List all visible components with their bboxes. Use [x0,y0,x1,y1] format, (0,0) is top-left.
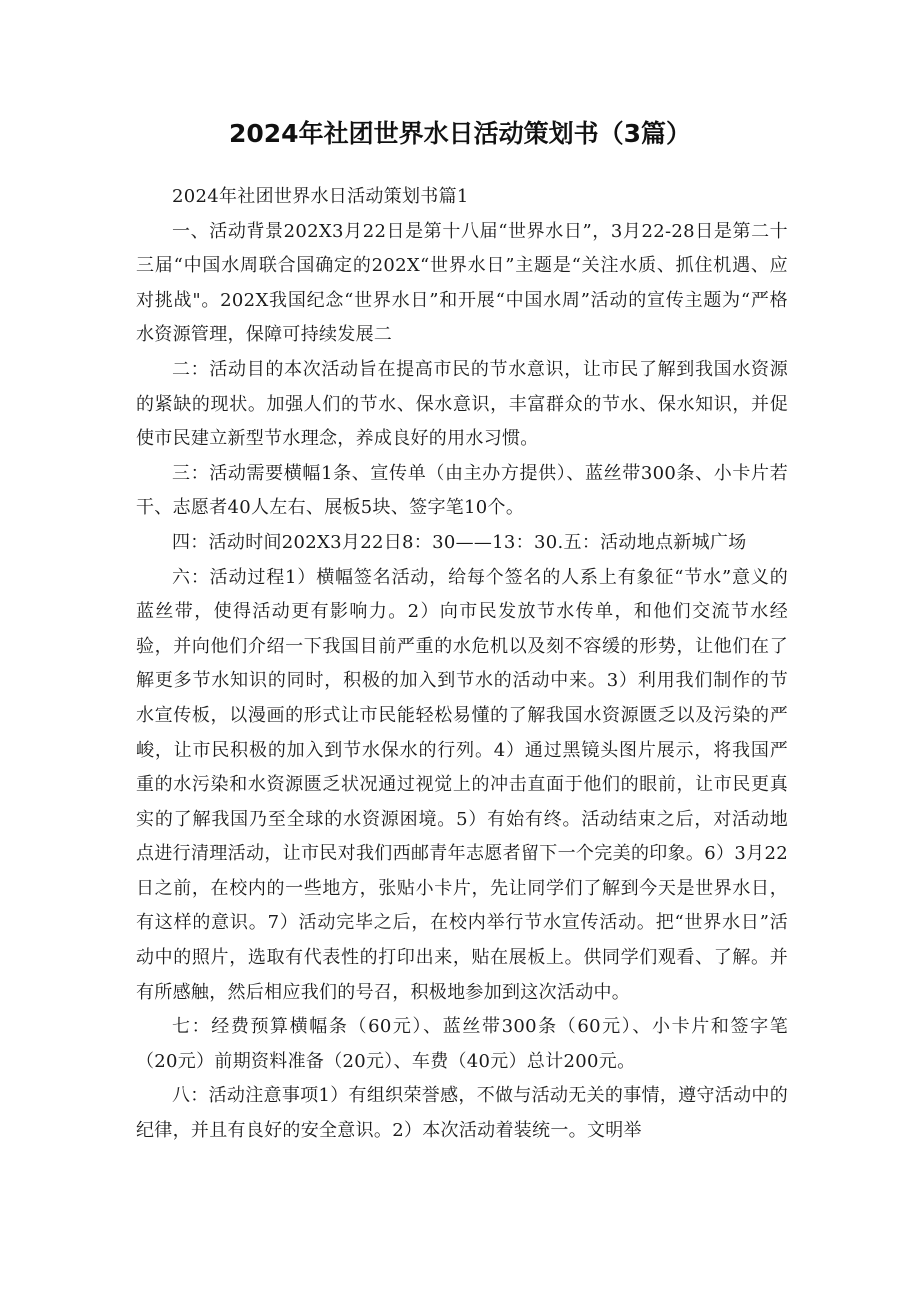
paragraph-purpose: 二：活动目的本次活动旨在提高市民的节水意识，让市民了解到我国水资源的紧缺的现状。加强人们的节水、保水意识，丰富群众的节水、保水知识，并促使市民建立新型节水理念，养成良好的用水习惯。 [136,358,788,450]
paragraph-time-location: 四：活动时间202X3月22日8：30——13：30.五：活动地点新城广场 [172,531,747,553]
paragraph-process: 六：活动过程1）横幅签名活动，给每个签名的人系上有象征“节水”意义的蓝丝带，使得活动更有影响力。2）向市民发放节水传单，和他们交流节水经验，并向他们介绍一下我国目前严重的水危机以及刻不容缓的形势，让他们在了解更多节水知识的同时，积极的加入到节水的活动中来。3）利用我们制作的节水宣传板，以漫画的形式让市民能轻松易懂的了解我国水资源匮乏以及污染的严峻，让市民积极的加入到节水保水的行列。4）通过黑镜头图片展示，将我国严重的水污染和水资源匮乏状况通过视觉上的冲击直面于他们的眼前，让市民更真实的了解我国乃至全球的水资源困境。5）有始有终。活动结束之后，对活动地点进行清理活动，让市民对我们西邮青年志愿者留下一个完美的印象。6）3月22日之前，在校内的一些地方，张贴小卡片，先让同学们了解到今天是世界水日，有这样的意识。7）活动完毕之后，在校内举行节水宣传活动。把“世界水日”活动中的照片，选取有代表性的打印出来，贴在展板上。供同学们观看、了解。并有所感触，然后相应我们的号召，积极地参加到这次活动中。 [136,566,788,1003]
paragraph-notes: 八：活动注意事项1）有组织荣誉感，不做与活动无关的事情，遵守活动中的纪律，并且有良好的安全意识。2）本次活动着装统一。文明举 [136,1085,788,1142]
paragraph-materials: 三：活动需要横幅1条、宣传单（由主办方提供）、蓝丝带300条、小卡片若干、志愿者40人左右、展板5块、签字笔10个。 [136,462,788,519]
paragraph-budget: 七：经费预算横幅条（60元）、蓝丝带300条（60元）、小卡片和签字笔（20元）前期资料准备（20元）、车费（40元）总计200元。 [136,1016,788,1072]
paragraph-background: 一、活动背景202X3月22日是第十八届“世界水日”，3月22-28日是第二十三届“中国水周联合国确定的202X“世界水日”主题是“关注水质、抓住机遇、应对挑战"。202X我国纪念“世界水日”和开展“中国水周”活动的宣传主题为“严格水资源管理，保障可持续发展二 [136,220,788,346]
section-heading: 2024年社团世界水日活动策划书篇1 [172,186,469,207]
document-title: 2024年社团世界水日活动策划书（3篇） [229,119,691,148]
document-body [136,180,788,1149]
